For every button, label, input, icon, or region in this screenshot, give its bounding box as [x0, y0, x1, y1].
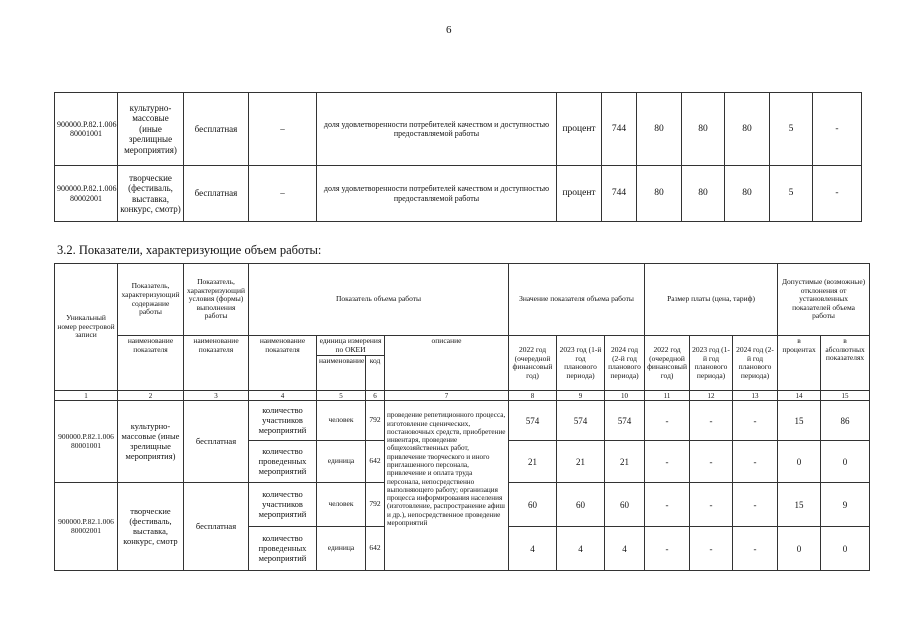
unit-name: человек: [317, 401, 366, 441]
column-numbers-row: [55, 391, 870, 401]
value-2024: 4: [605, 527, 645, 571]
value-2022: 80: [637, 93, 682, 166]
deviation-percent: 0: [778, 527, 821, 571]
unit-code: 642: [366, 441, 385, 483]
okei-code: 744: [602, 93, 637, 166]
registry-code: 900000.Р.82.1.006 80002001: [55, 483, 118, 571]
header-condition-indicator: Показатель, характеризующий условия (формы) выполнения работы: [184, 264, 249, 336]
header-volume-values: Значение показателя объема работы: [509, 264, 645, 336]
header-year-2023: 2023 год (1-й год планового периода): [557, 336, 605, 391]
value-2022: 60: [509, 483, 557, 527]
header-unit-okei: единица измерения по ОКЕИ: [317, 336, 385, 356]
column-number: 11: [645, 391, 690, 401]
header-fee-2024: 2024 год (2-й год планового периода): [733, 336, 778, 391]
header-row: [55, 264, 870, 336]
volume-indicator-name: количество участников мероприятий: [249, 401, 317, 441]
column-number: 15: [821, 391, 870, 401]
fee-2023: -: [690, 527, 733, 571]
header-year-2022: 2022 год (очередной финансовый год): [509, 336, 557, 391]
dash-cell: –: [249, 93, 317, 166]
header-deviation-percent: в процентах: [778, 336, 821, 391]
table-row: [55, 401, 870, 441]
unit-name: человек: [317, 483, 366, 527]
column-number: 10: [605, 391, 645, 401]
value-2024: 574: [605, 401, 645, 441]
fee-2024: -: [733, 527, 778, 571]
value-2022: 80: [637, 166, 682, 222]
header-volume-name: наименование показателя: [249, 336, 317, 391]
registry-code: 900000.Р.82.1.006 80002001: [55, 166, 118, 222]
column-number: 3: [184, 391, 249, 401]
fee-2022: -: [645, 441, 690, 483]
work-content: культурно-массовые (иные зрелищные мероприятия): [118, 401, 184, 483]
header-volume-indicator: Показатель объема работы: [249, 264, 509, 336]
work-condition: бесплатная: [184, 483, 249, 571]
header-condition-name: наименование показателя: [184, 336, 249, 391]
unit-name: единица: [317, 441, 366, 483]
header-fee-2023: 2023 год (1-й год планового периода): [690, 336, 733, 391]
work-condition: бесплатная: [184, 93, 249, 166]
value-2022: 21: [509, 441, 557, 483]
deviation-absolute: -: [813, 93, 862, 166]
header-fee-2022: 2022 год (очередной финансовый год): [645, 336, 690, 391]
value-2023: 21: [557, 441, 605, 483]
fee-2022: -: [645, 483, 690, 527]
value-2023: 80: [682, 93, 725, 166]
registry-code: 900000.Р.82.1.006 80001001: [55, 93, 118, 166]
okei-code: 744: [602, 166, 637, 222]
deviation-absolute: 0: [821, 441, 870, 483]
column-number: 8: [509, 391, 557, 401]
unit-code: 642: [366, 527, 385, 571]
registry-code: 900000.Р.82.1.006 80001001: [55, 401, 118, 483]
work-content: культурно-массовые (иные зрелищные мероприятия): [118, 93, 184, 166]
column-number: 4: [249, 391, 317, 401]
value-2023: 60: [557, 483, 605, 527]
column-number: 2: [118, 391, 184, 401]
header-unique-number: Уникальный номер реестровой записи: [55, 264, 118, 391]
volume-indicator-name: количество участников мероприятий: [249, 483, 317, 527]
page-number: 6: [446, 24, 452, 36]
header-unit-code: код: [366, 356, 385, 391]
header-unit-name: наименование: [317, 356, 366, 391]
fee-2022: -: [645, 527, 690, 571]
value-2022: 574: [509, 401, 557, 441]
deviation-percent: 15: [778, 401, 821, 441]
table-row: [55, 93, 862, 166]
column-number: 1: [55, 391, 118, 401]
column-number: 9: [557, 391, 605, 401]
header-content-name: наименование показателя: [118, 336, 184, 391]
fee-2023: -: [690, 441, 733, 483]
unit-name: единица: [317, 527, 366, 571]
column-number: 6: [366, 391, 385, 401]
column-number: 14: [778, 391, 821, 401]
deviation-absolute: 0: [821, 527, 870, 571]
deviation-percent: 15: [778, 483, 821, 527]
deviation-absolute: -: [813, 166, 862, 222]
volume-indicators-table: [54, 263, 870, 571]
volume-indicator-name: количество проведенных мероприятий: [249, 527, 317, 571]
unit-code: 792: [366, 401, 385, 441]
header-description: описание: [385, 336, 509, 391]
quality-indicator: доля удовлетворенности потребителей качеством и доступностью предоставляемой работы: [317, 166, 557, 222]
header-year-2024: 2024 год (2-й год планового периода): [605, 336, 645, 391]
fee-2023: -: [690, 401, 733, 441]
column-number: 12: [690, 391, 733, 401]
value-2022: 4: [509, 527, 557, 571]
header-row: [55, 336, 870, 356]
deviation-percent: 5: [770, 93, 813, 166]
value-2024: 80: [725, 93, 770, 166]
fee-2023: -: [690, 483, 733, 527]
fee-2022: -: [645, 401, 690, 441]
value-2023: 80: [682, 166, 725, 222]
volume-indicator-name: количество проведенных мероприятий: [249, 441, 317, 483]
column-number: 7: [385, 391, 509, 401]
deviation-percent: 0: [778, 441, 821, 483]
column-number: 5: [317, 391, 366, 401]
work-condition: бесплатная: [184, 401, 249, 483]
fee-2024: -: [733, 401, 778, 441]
value-2024: 21: [605, 441, 645, 483]
work-content: творческие (фестиваль, выставка, конкурс, смотр: [118, 483, 184, 571]
value-2023: 574: [557, 401, 605, 441]
table-row: [55, 166, 862, 222]
section-title: 3.2. Показатели, характеризующие объем работы:: [57, 243, 322, 257]
header-deviation-absolute: в абсолютных показателях: [821, 336, 870, 391]
column-number: 13: [733, 391, 778, 401]
value-2024: 60: [605, 483, 645, 527]
work-content: творческие (фестиваль, выставка, конкурс, смотр): [118, 166, 184, 222]
dash-cell: –: [249, 166, 317, 222]
quality-indicators-table: [54, 92, 862, 222]
quality-indicator: доля удовлетворенности потребителей качеством и доступностью предоставляемой работы: [317, 93, 557, 166]
unit-name: процент: [557, 93, 602, 166]
header-deviations: Допустимые (возможные) отклонения от установленных показателей объема работы: [778, 264, 870, 336]
deviation-absolute: 86: [821, 401, 870, 441]
work-condition: бесплатная: [184, 166, 249, 222]
fee-2024: -: [733, 483, 778, 527]
value-2024: 80: [725, 166, 770, 222]
value-2023: 4: [557, 527, 605, 571]
fee-2024: -: [733, 441, 778, 483]
unit-code: 792: [366, 483, 385, 527]
unit-name: процент: [557, 166, 602, 222]
deviation-percent: 5: [770, 166, 813, 222]
deviation-absolute: 9: [821, 483, 870, 527]
header-fee: Размер платы (цена, тариф): [645, 264, 778, 336]
header-content-indicator: Показатель, характеризующий содержание работы: [118, 264, 184, 336]
work-description: проведение репетиционного процесса, изготовление сценических, постановочных средств, приобретение инвентаря, проведение общехозяйственных работ, привлечение творческого и иного приглашенного персонала, привлечение и оплата труда персонала, непосредственно выполняющего работу; организация процесса информирования населения (изготовление, распространение афиш и др.), непосредственное проведение мероприятий: [385, 401, 509, 571]
